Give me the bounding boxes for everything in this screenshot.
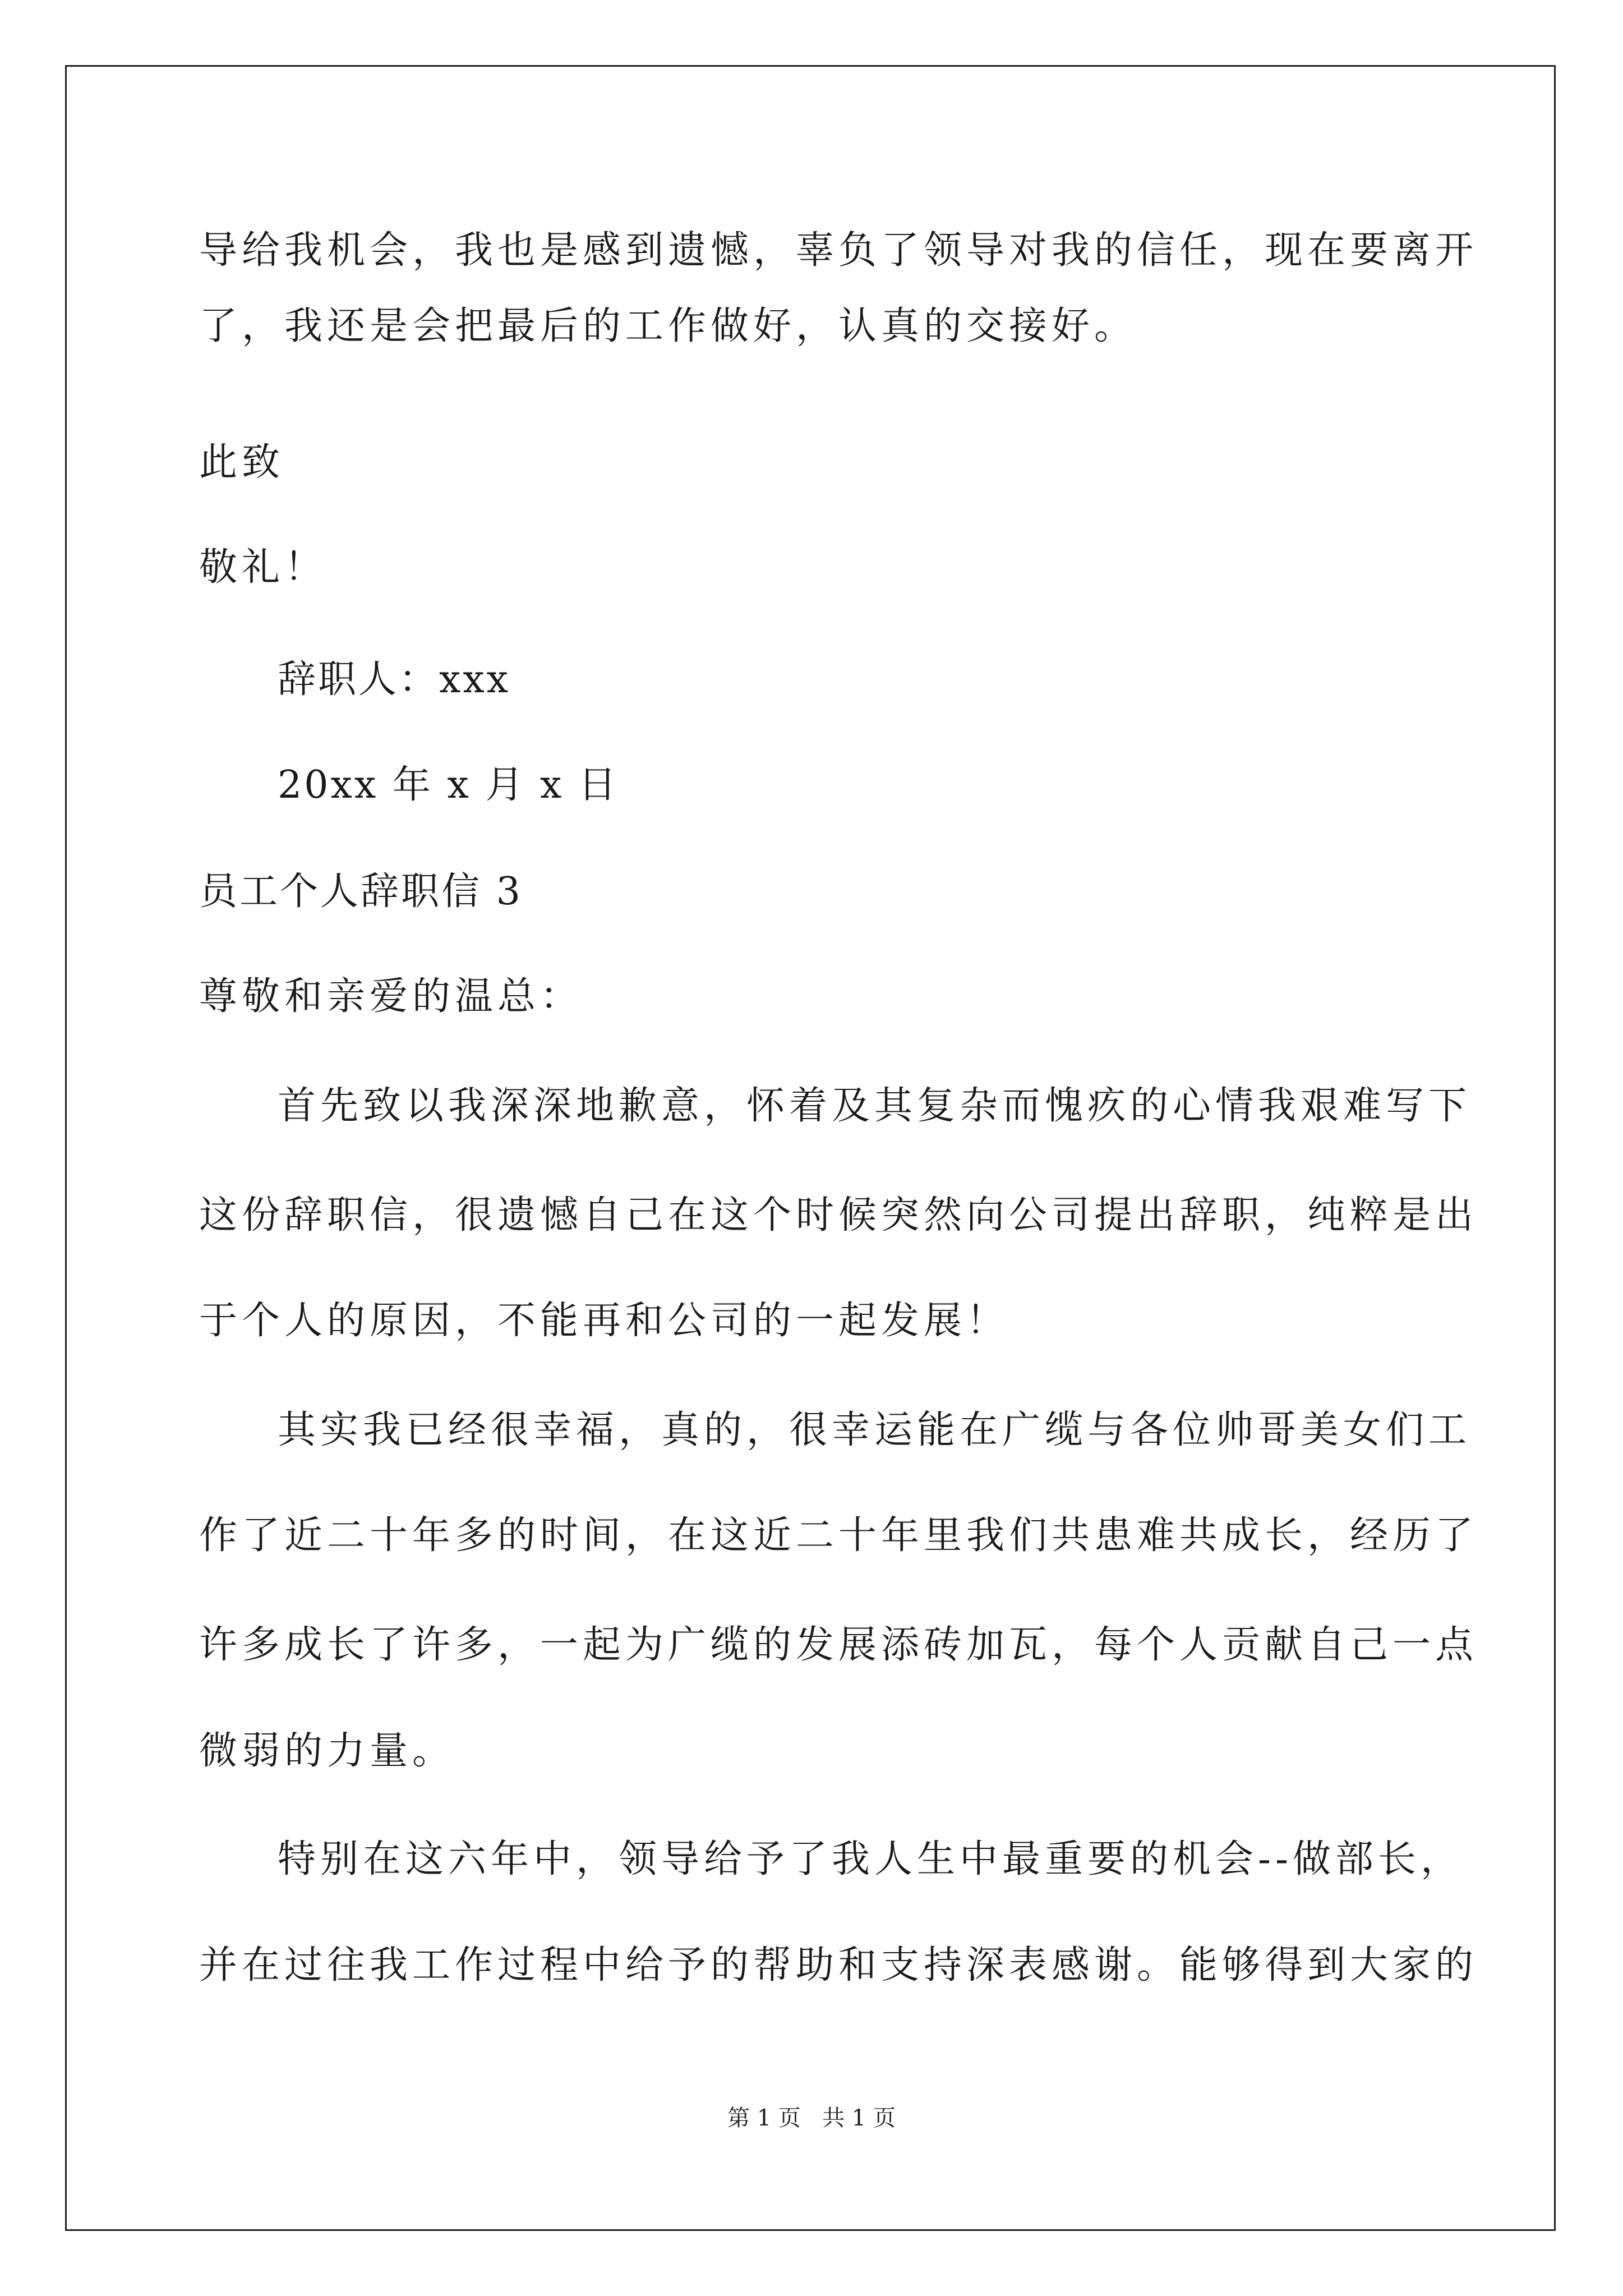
page-frame — [65, 65, 1556, 2231]
signature-date: 20xx 年 x 月 x 日 — [278, 763, 619, 807]
body-line: 特别在这六年中，领导给予了我人生中最重要的机会--做部长， — [278, 1837, 1463, 1881]
letter-salutation: 尊敬和亲爱的温总： — [199, 974, 583, 1019]
body-line: 于个人的原因，不能再和公司的一起发展！ — [199, 1299, 1009, 1343]
closing-regards: 敬礼！ — [199, 545, 328, 590]
body-line: 其实我已经很幸福，真的，很幸运能在广缆与各位帅哥美女们工 — [278, 1408, 1472, 1452]
closing-salutation: 此致 — [199, 440, 285, 485]
section-heading: 员工个人辞职信 3 — [199, 869, 523, 914]
body-line: 首先致以我深深地歉意，怀着及其复杂而愧疚的心情我艰难写下 — [278, 1084, 1472, 1128]
body-line: 并在过往我工作过程中给予的帮助和支持深表感谢。能够得到大家的 — [199, 1943, 1478, 1987]
page-number-footer: 第 1 页 共 1 页 — [727, 2105, 896, 2131]
body-line: 许多成长了许多，一起为广缆的发展添砖加瓦，每个人贡献自己一点 — [199, 1623, 1478, 1667]
signature-name: 辞职人：xxx — [278, 657, 511, 702]
body-line: 了，我还是会把最后的工作做好，认真的交接好。 — [199, 304, 1137, 348]
body-line: 导给我机会，我也是感到遗憾，辜负了领导对我的信任，现在要离开 — [199, 228, 1478, 273]
body-line: 微弱的力量。 — [199, 1729, 455, 1773]
body-line: 作了近二十年多的时间，在这近二十年里我们共患难共成长，经历了 — [199, 1513, 1478, 1558]
body-line: 这份辞职信，很遗憾自己在这个时候突然向公司提出辞职，纯粹是出 — [199, 1193, 1478, 1237]
